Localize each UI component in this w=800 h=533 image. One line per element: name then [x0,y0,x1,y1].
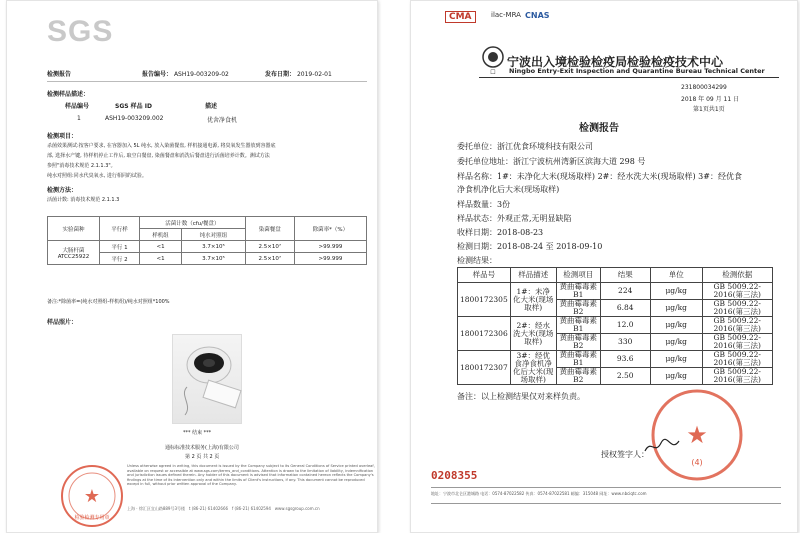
table-row [48,217,367,229]
divider [47,81,367,82]
page-count: 第1页共1页 [693,106,725,113]
ilac-logo: ilac-MRA [491,11,521,19]
table-row [458,268,773,283]
svg-text:★: ★ [83,486,101,507]
report-no-value: ASH19-003209-02 [173,71,229,78]
address: 上海 · 徐汇区宜山路889号3号楼 [127,506,185,511]
divider [431,487,781,488]
table-cell: 黄曲霉毒素 B1 [556,283,600,300]
test-date-line [457,241,602,252]
sgs-logo: SGS [47,15,114,48]
table-cell: 1800172307 [458,351,511,385]
seal-number: (4) [691,458,703,467]
address-value: 浙江宁波杭州湾新区滨海大道 298 号 [513,157,646,166]
receive-label: 收样日期： [457,228,497,237]
method-line: 参照"消毒技术规范 2.1.1.3"。 [47,163,116,169]
issue-date-line [265,69,332,78]
org-emblem-icon [481,45,505,75]
sgs-seal [57,461,127,531]
result-label: 检测结果： [457,256,497,265]
report-no-label: 报告编号： [142,71,173,78]
sample-value: 1#：未净化大米(现场取样) 2#：经水洗大米(现场取样) 3#：经优食 [497,172,742,181]
sample-line-2: 净食机净化后大米(现场取样) [457,185,560,194]
org-name-en: Ningbo Entry-Exit Inspection and Quarantine Bureau Technical Center [509,67,765,75]
table-cell: μg/kg [650,283,702,300]
method-title: 检测项目： [47,133,78,140]
table-cell: μg/kg [650,334,702,351]
table-cell: 平行 1 [100,241,140,253]
sample-col-id: SGS 样品 ID [115,103,152,110]
state-label: 样品状态： [457,214,497,223]
address-line [457,156,645,167]
table-cell: μg/kg [650,317,702,334]
state-value: 外观正常,无明显缺陷 [497,214,572,223]
table-cell: >99.999 [294,253,366,265]
table-cell: 2.50 [600,368,650,385]
method-line: 杀菌效果测试:按客户要求, 在容器加入 5L 纯水, 放入染菌餐盘, 样机接通电源, 将臭氧发生器放到容器底 [47,143,276,149]
sample-line [457,171,742,182]
table-cell: GB 5009.22-2016(第三法) [702,317,772,334]
qty-line [457,199,510,210]
table-cell: 1800172305 [458,283,511,317]
method-line: 纯水对照组:同水代臭氧水, 进行相同的试验。 [47,173,147,179]
sample-label: 样品名称： [457,172,497,181]
qty-value: 3份 [497,200,511,209]
test-label: 检测日期： [457,242,497,251]
sgs-report-page [6,0,378,533]
phone: t (86-21) 61402666 [188,506,229,511]
table-header-cell: 样品描述 [510,268,556,283]
sample-photo [172,334,242,424]
contact-footer: 地址：宁波市北仑区港城路 电话：0574-87022582 传真：0574-87022581 邮编：315048 网址：www.nbciqtc.com [431,491,647,496]
table-header-cell: 样机组 [140,229,182,241]
table-cell: μg/kg [650,351,702,368]
official-seal [647,385,747,485]
ningbo-report-page [410,0,798,533]
table-header-cell: 实验菌种 [48,217,100,241]
report-id: 231800034299 [681,84,727,91]
table-cell: 224 [600,283,650,300]
receive-value: 2018-08-23 [497,228,544,237]
table-cell: GB 5009.22-2016(第三法) [702,283,772,300]
issue-date-value: 2019-02-01 [296,71,332,78]
fax: f (86-21) 61402594 [231,506,271,511]
divider [431,503,781,504]
table-cell: 平行 2 [100,253,140,265]
table-row [48,241,367,253]
table-cell: 黄曲霉毒素 B2 [556,300,600,317]
table-cell: μg/kg [650,368,702,385]
page-number: 第 2 页 共 2 页 [185,454,220,460]
end-marker: *** 结束 *** [183,430,212,436]
sample-col-desc: 描述 [205,103,218,110]
state-line [457,213,572,224]
divider [479,77,779,78]
serial-number: 0208355 [431,469,478,482]
table-cell: GB 5009.22-2016(第三法) [702,351,772,368]
report-title: 检测报告 [579,123,619,134]
table-header-cell: 除菌率*（%） [294,217,366,241]
table-header-cell: 检测依据 [702,268,772,283]
table-cell: 6.84 [600,300,650,317]
table-cell: 12.0 [600,317,650,334]
table-header-cell: 染菌餐盘 [245,217,294,241]
table-cell: <1 [140,241,182,253]
report-date: 2018 年 09 月 11 日 [681,96,740,103]
table-cell: 黄曲霉毒素 B2 [556,334,600,351]
result-method-line: 活菌计数: 消毒技术规范 2.1.1.3 [47,197,120,203]
photo-label: 样品照片： [47,319,78,326]
table-header-cell: 活菌计数（cfu/餐盘） [140,217,246,229]
qty-label: 样品数量： [457,200,497,209]
address-footer [127,506,320,512]
table-cell: 3.7×10⁵ [182,241,246,253]
svg-text:☐: ☐ [490,69,496,75]
table-cell: 3#：经优食净食机净化后大米(现场取样) [510,351,556,385]
table-cell: GB 5009.22-2016(第三法) [702,334,772,351]
remark: 备注：以上检测结果仅对来样负责。 [457,392,585,401]
website: www.sgsgroup.com.cn [274,506,320,511]
left-report-title: 检测报告 [47,71,72,78]
client-label: 委托单位： [457,142,497,151]
table-cell: 黄曲霉毒素 B2 [556,368,600,385]
table-header-cell: 平行样 [100,217,140,241]
method-line: 部, 选择水产键, 待样机停止工作后, 取空白餐盘, 染菌餐盘和消洗后餐盘进行活菌培养计数。测试方法 [47,153,270,159]
terms-fine-print: Unless otherwise agreed in writing, this document is issued by the Company subject to its General Conditions of Service printed overleaf, available on request or accessible at www.sgs.com/terms_and_conditions. Attention is drawn to the limitation of liability, indemnification and jurisdiction issues defined therein. Any holder of this document is advised that information contained hereon reflects the Company's findings at the time of its intervention only and within the limits of Client's instructions, if any. This document cannot be reproduced except in full, without prior written approval of the Company. [127,464,375,487]
table-cell: 黄曲霉毒素 B1 [556,317,600,334]
table-header-cell: 纯水对照组 [182,229,246,241]
table-cell: 大肠杆菌 ATCC25922 [48,241,100,265]
table-cell: 1800172306 [458,317,511,351]
table-row [458,283,773,300]
receive-date-line [457,227,543,238]
result-method-title: 检测方法： [47,187,78,194]
table-cell: 330 [600,334,650,351]
table-header-cell: 检测项目 [556,268,600,283]
table-row [458,317,773,334]
table-header-cell: 单位 [650,268,702,283]
table-cell: 2.5×10⁷ [245,241,294,253]
address-label: 委托单位地址： [457,157,513,166]
signer-label: 授权签字人： [601,450,649,459]
table-cell: 93.6 [600,351,650,368]
sample-col-no: 样品编号 [65,103,90,110]
table-cell: 3.7×10⁵ [182,253,246,265]
issue-date-label: 发布日期： [265,71,296,78]
test-value: 2018-08-24 至 2018-09-10 [497,242,603,251]
sample-desc-value: 优舍净食机 [207,117,238,124]
signature-scribble [643,437,683,457]
cma-logo: CMA [445,11,476,23]
report-number-line [142,69,229,78]
seal-text: 检验检测专用章 [74,515,110,521]
table-cell: <1 [140,253,182,265]
table-header-cell: 样品号 [458,268,511,283]
svg-text:★: ★ [686,421,708,449]
purifier-image [173,335,243,425]
aflatoxin-table [457,267,773,385]
table-cell: GB 5009.22-2016(第三法) [702,368,772,385]
client-line [457,141,593,152]
table-cell: 黄曲霉毒素 B1 [556,351,600,368]
sample-id-value: ASH19-003209.002 [105,115,164,122]
table-row [458,351,773,368]
table-cell: μg/kg [650,300,702,317]
table-cell: 2.5×10⁷ [245,253,294,265]
sample-no-value: 1 [77,115,81,122]
sterilization-table [47,216,367,265]
table-header-cell: 结果 [600,268,650,283]
table-cell: 1#：未净化大米(现场取样) [510,283,556,317]
client-value: 浙江优食环境科技有限公司 [497,142,593,151]
table-cell: >99.999 [294,241,366,253]
company-name: 通标标准技术服务(上海)有限公司 [165,445,239,451]
cnas-logo: CNAS [525,11,550,20]
table-cell: 2#：经水洗大米(现场取样) [510,317,556,351]
sample-section-title: 检测样品描述： [47,91,90,98]
table-note: 备注:*除菌率=(纯水对照组-样机组)/纯水对照组*100% [47,299,170,305]
table-cell: GB 5009.22-2016(第三法) [702,300,772,317]
org-name-cn: 宁波出入境检验检疫局检验检疫技术中心 [507,55,724,69]
